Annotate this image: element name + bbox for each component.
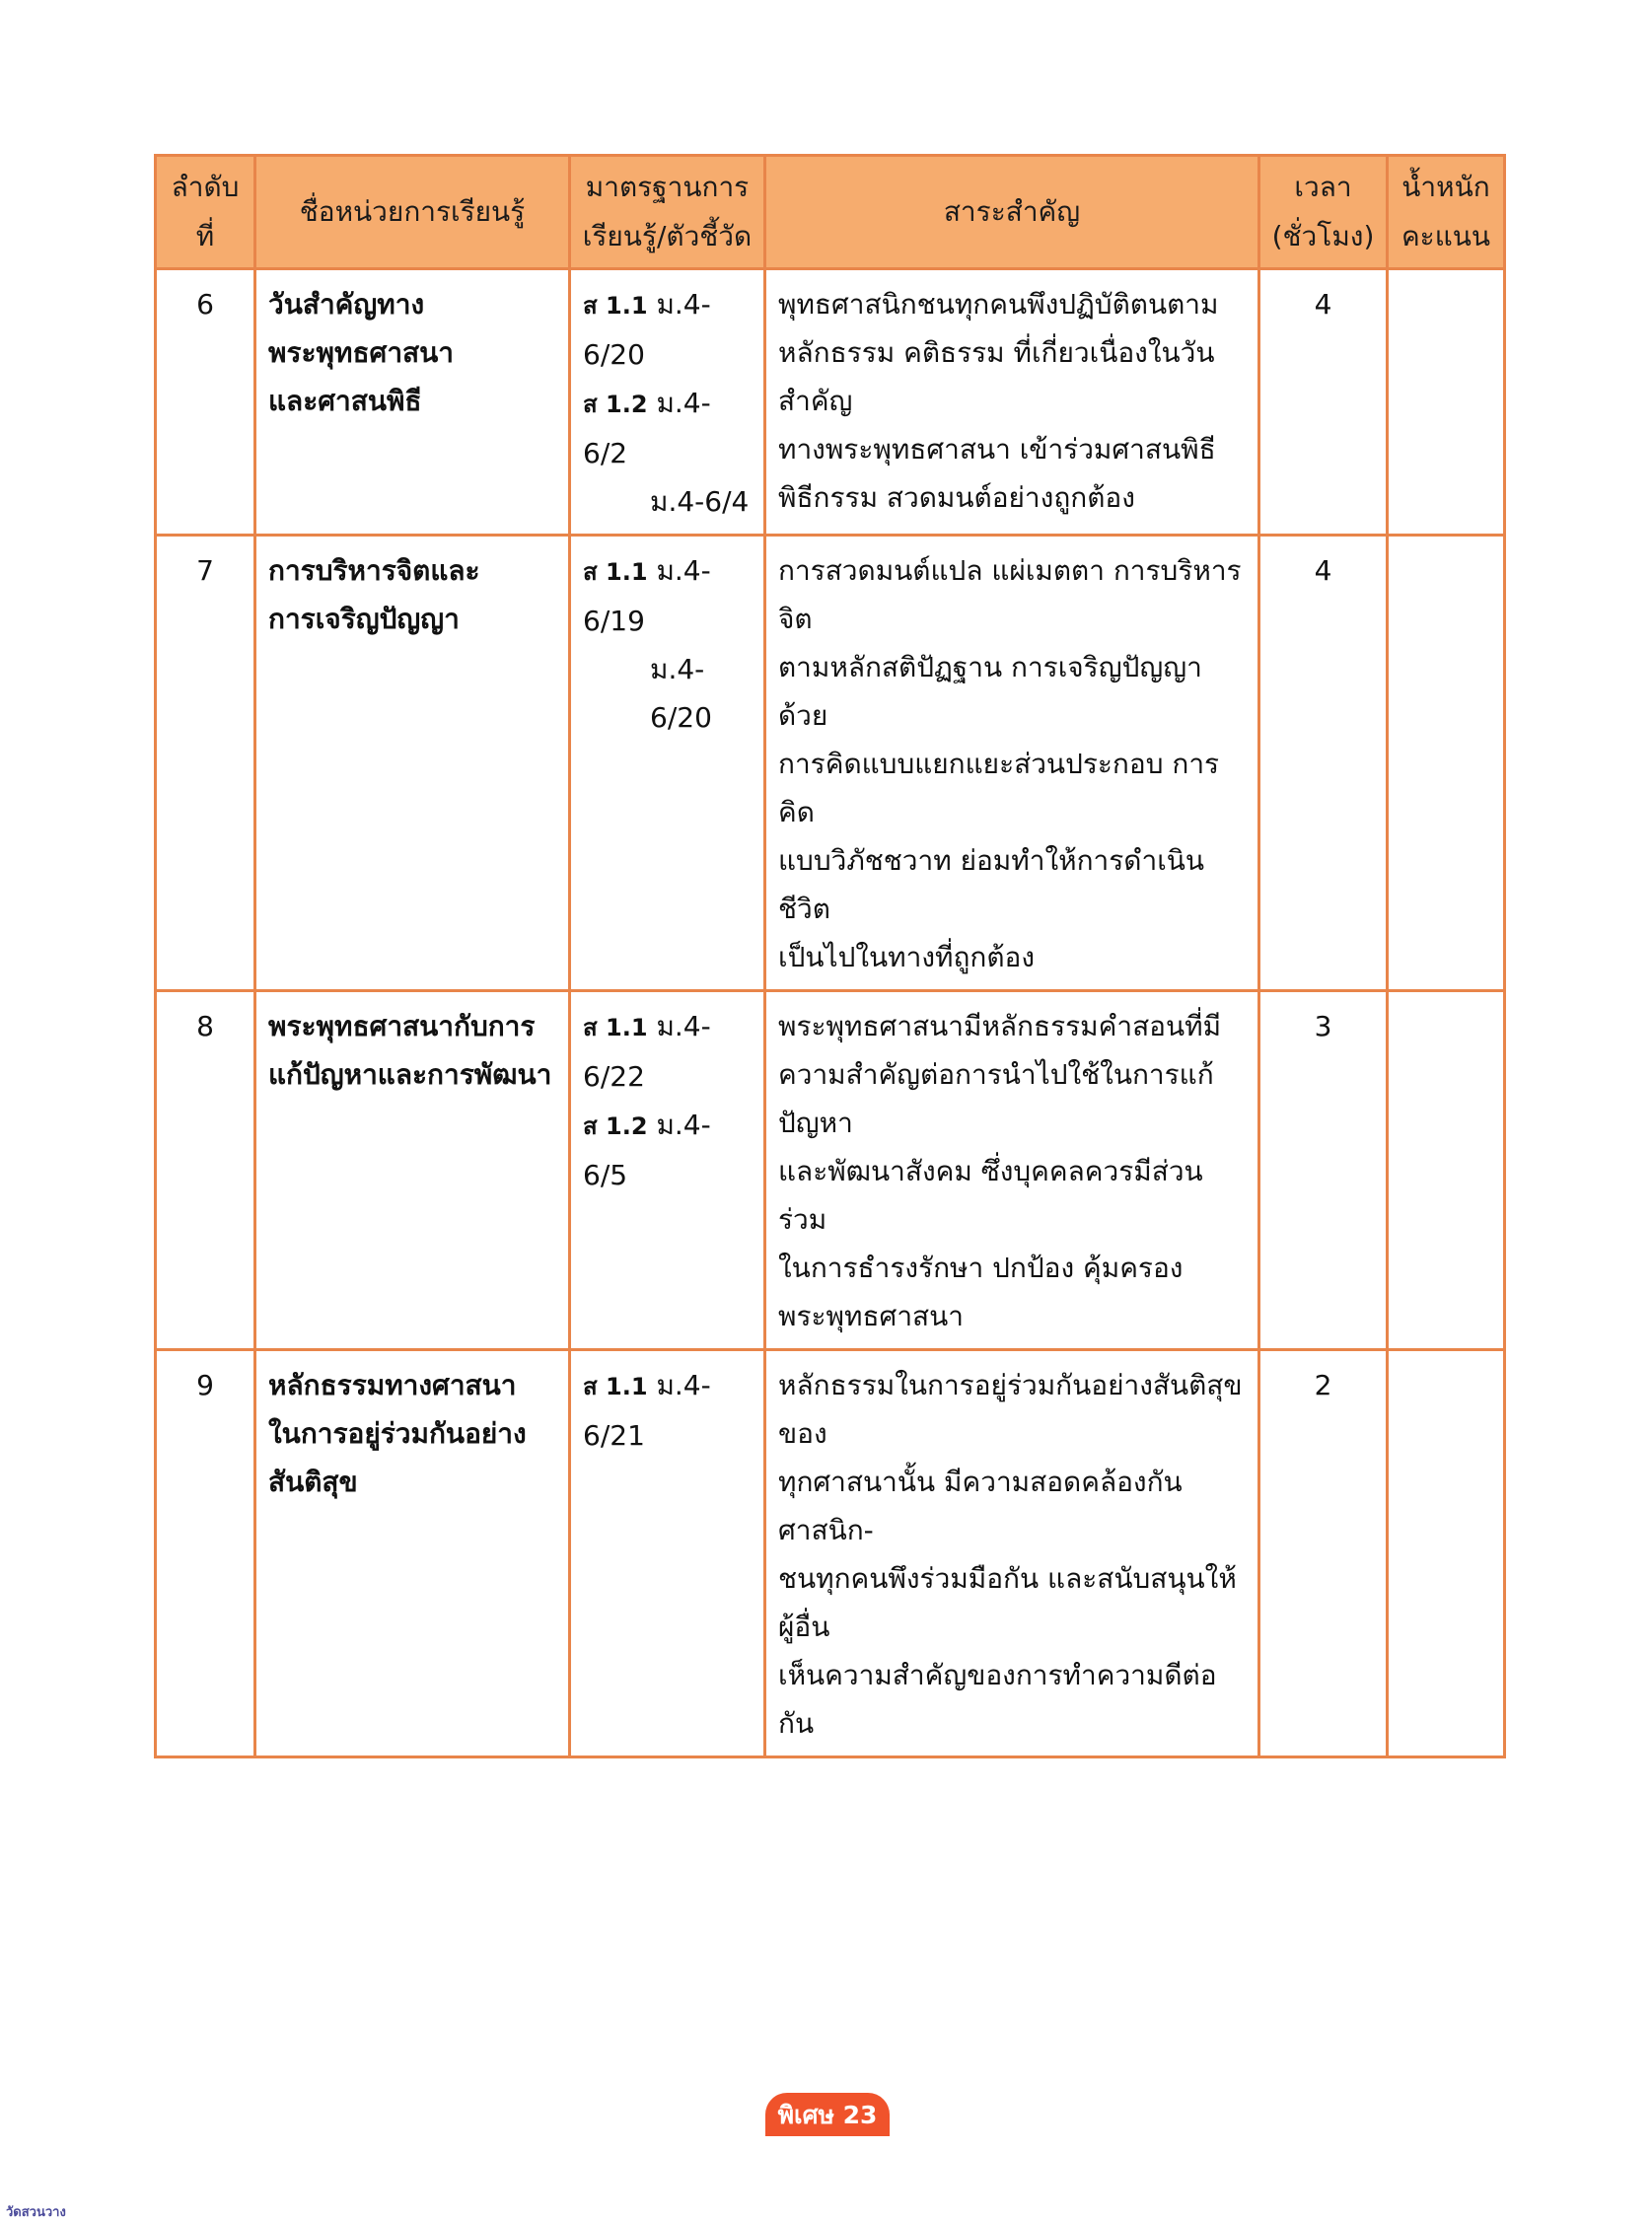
row-number: 8 [156,991,255,1350]
unit-name: พระพุทธศาสนากับการ แก้ปัญหาและการพัฒนา [255,991,570,1350]
weight-cell [1388,991,1505,1350]
header-no: ลำดับ ที่ [156,156,255,269]
header-content: สาระสำคัญ [765,156,1259,269]
table-row [156,536,1505,991]
standards-cell: ส 1.1 ม.4-6/19 ม.4-6/20 [570,536,765,991]
table-row [156,269,1505,536]
header-weight: น้ำหนัก คะแนน [1388,156,1505,269]
unit-name: การบริหารจิตและ การเจริญปัญญา [255,536,570,991]
hours-cell: 3 [1259,991,1388,1350]
header-row [156,156,1505,269]
header-time: เวลา (ชั่วโมง) [1259,156,1388,269]
watermark-text: วัดสวนวาง [6,2205,66,2220]
content-cell: พระพุทธศาสนามีหลักธรรมคำสอนที่มี ความสำคัญต่อการนำไปใช้ในการแก้ปัญหา และพัฒนาสังคม ซึ่งบุคคลควรมีส่วนร่วม ในการธำรงรักษา ปกป้อง คุ้มครอง พระพุทธศาสนา [765,991,1259,1350]
row-number: 9 [156,1350,255,1757]
table-row [156,991,1505,1350]
page-number-badge: พิเศษ 23 [765,2093,890,2136]
row-number: 7 [156,536,255,991]
weight-cell [1388,269,1505,536]
content-cell: พุทธศาสนิกชนทุกคนพึงปฏิบัติตนตาม หลักธรรม คติธรรม ที่เกี่ยวเนื่องในวันสำคัญ ทางพระพุทธศาสนา เข้าร่วมศาสนพิธี พิธีกรรม สวดมนต์อย่างถูกต้อง [765,269,1259,536]
row-number: 6 [156,269,255,536]
hours-cell: 4 [1259,269,1388,536]
weight-cell [1388,1350,1505,1757]
curriculum-table [154,154,1506,1758]
header-unit: ชื่อหน่วยการเรียนรู้ [255,156,570,269]
content-cell: การสวดมนต์แปล แผ่เมตตา การบริหารจิต ตามหลักสติปัฏฐาน การเจริญปัญญาด้วย การคิดแบบแยกแยะส่วนประกอบ การคิด แบบวิภัชชวาท ย่อมทำให้การดำเนินชีวิต เป็นไปในทางที่ถูกต้อง [765,536,1259,991]
weight-cell [1388,536,1505,991]
table-row [156,1350,1505,1757]
standards-cell: ส 1.1 ม.4-6/22 ส 1.2 ม.4-6/5 [570,991,765,1350]
content-cell: หลักธรรมในการอยู่ร่วมกันอย่างสันติสุขของ ทุกศาสนานั้น มีความสอดคล้องกัน ศาสนิก- ชนทุกคนพึงร่วมมือกัน และสนับสนุนให้ผู้อื่น เห็นความสำคัญของการทำความดีต่อกัน [765,1350,1259,1757]
hours-cell: 2 [1259,1350,1388,1757]
unit-name: หลักธรรมทางศาสนา ในการอยู่ร่วมกันอย่าง สันติสุข [255,1350,570,1757]
standards-cell: ส 1.1 ม.4-6/21 [570,1350,765,1757]
hours-cell: 4 [1259,536,1388,991]
header-standard: มาตรฐานการ เรียนรู้/ตัวชี้วัด [570,156,765,269]
standards-cell: ส 1.1 ม.4-6/20 ส 1.2 ม.4-6/2 ม.4-6/4 [570,269,765,536]
unit-name: วันสำคัญทาง พระพุทธศาสนา และศาสนพิธี [255,269,570,536]
